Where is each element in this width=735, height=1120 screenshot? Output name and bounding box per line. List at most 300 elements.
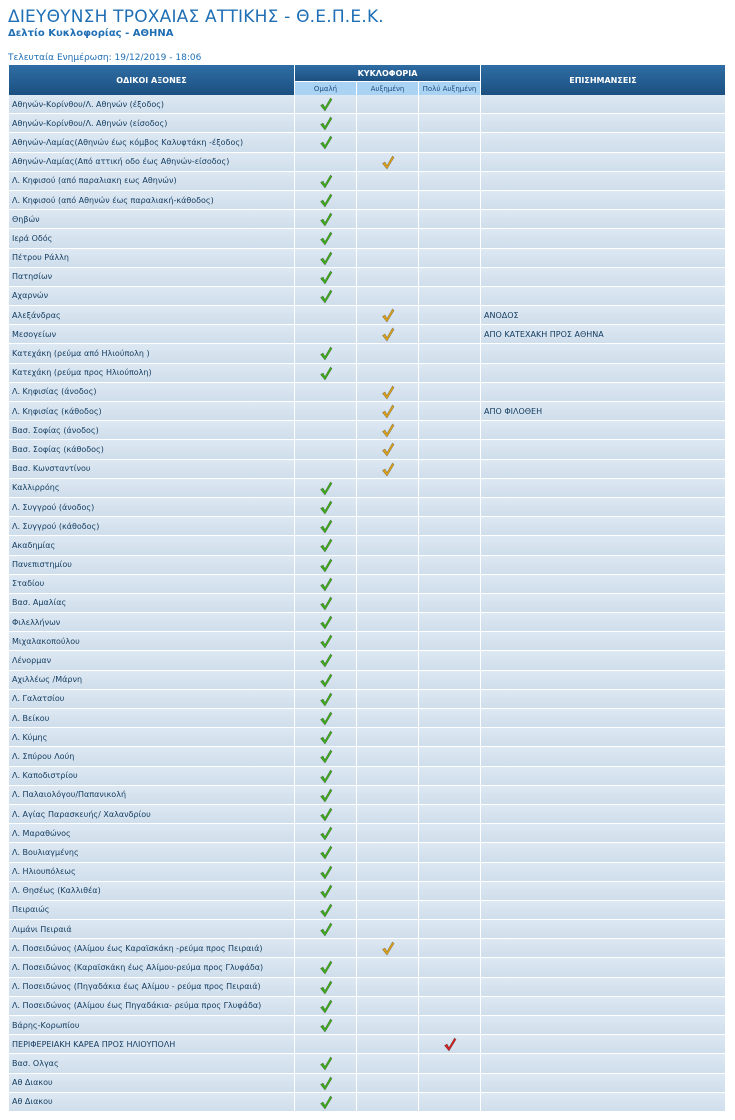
road-name: Βασ. Ολγας (9, 1054, 295, 1073)
table-row (9, 421, 726, 440)
table-row (9, 249, 726, 268)
status-cell (295, 536, 357, 555)
status-cell (419, 133, 481, 152)
road-name: Λ. Συγγρού (κάθοδος) (9, 517, 295, 536)
table-row (9, 114, 726, 133)
status-cell (295, 421, 357, 440)
status-cell (295, 498, 357, 517)
status-cell (419, 1074, 481, 1093)
table-row (9, 613, 726, 632)
road-name: Λ. Βείκου (9, 709, 295, 728)
checkmark-icon (319, 231, 333, 246)
table-row (9, 1093, 726, 1112)
table-row (9, 632, 726, 651)
road-name: Κατεχάκη (ρεύμα από Ηλιούπολη ) (9, 344, 295, 363)
note-cell (481, 1054, 726, 1073)
road-name: Πέτρου Ράλλη (9, 249, 295, 268)
road-name: Λ. Σπύρου Λούη (9, 747, 295, 766)
status-cell (419, 344, 481, 363)
checkmark-icon (319, 1076, 333, 1091)
road-name: Αθηνών-Κορίνθου/Λ. Αθηνών (είσοδος) (9, 114, 295, 133)
status-cell (357, 402, 419, 421)
checkmark-icon (319, 97, 333, 112)
status-cell (419, 383, 481, 402)
road-name: Λ. Ποσειδώνος (Αλίμου έως Πηγαδάκια- ρεύμα προς Γλυφάδα) (9, 997, 295, 1016)
status-cell (419, 517, 481, 536)
table-row (9, 172, 726, 191)
table-row (9, 747, 726, 766)
status-cell (295, 1054, 357, 1073)
status-cell (419, 575, 481, 594)
status-cell (357, 882, 419, 901)
road-name: Λ. Κηφισίας (άνοδος) (9, 383, 295, 402)
status-cell (357, 690, 419, 709)
status-cell (295, 997, 357, 1016)
status-cell (357, 901, 419, 920)
checkmark-icon (381, 385, 395, 400)
status-cell (295, 882, 357, 901)
table-row (9, 728, 726, 747)
checkmark-icon (381, 941, 395, 956)
note-cell (481, 153, 726, 172)
status-cell (295, 1074, 357, 1093)
table-row (9, 1074, 726, 1093)
status-cell (295, 709, 357, 728)
checkmark-icon (319, 596, 333, 611)
status-cell (419, 498, 481, 517)
status-cell (357, 210, 419, 229)
checkmark-icon (319, 366, 333, 381)
status-cell (295, 613, 357, 632)
status-cell (295, 767, 357, 786)
road-name: Βάρης-Κορωπίου (9, 1016, 295, 1035)
note-cell (481, 939, 726, 958)
page-header (8, 7, 384, 27)
table-row (9, 786, 726, 805)
status-cell (357, 556, 419, 575)
road-name: Ακαδημίας (9, 536, 295, 555)
status-cell (419, 863, 481, 882)
status-cell (419, 786, 481, 805)
note-cell (481, 536, 726, 555)
status-cell (419, 229, 481, 248)
checkmark-icon (319, 922, 333, 937)
status-cell (419, 805, 481, 824)
checkmark-icon (381, 442, 395, 457)
status-cell (419, 1054, 481, 1073)
status-cell (295, 325, 357, 344)
status-cell (357, 805, 419, 824)
status-cell (295, 364, 357, 383)
status-cell (419, 632, 481, 651)
note-cell (481, 978, 726, 997)
checkmark-icon (319, 826, 333, 841)
status-cell (419, 536, 481, 555)
road-name: Φιλελλήνων (9, 613, 295, 632)
status-cell (419, 364, 481, 383)
checkmark-icon (319, 999, 333, 1014)
last-updated-value: 19/12/2019 - 18:06 (114, 53, 202, 63)
status-cell (419, 172, 481, 191)
status-cell (357, 383, 419, 402)
status-cell (419, 613, 481, 632)
note-cell (481, 767, 726, 786)
table-row (9, 325, 726, 344)
note-cell (481, 479, 726, 498)
checkmark-icon (443, 1037, 457, 1052)
table-row (9, 306, 726, 325)
road-name: ΠΕΡΙΦΕΡΕΙΑΚΗ ΚΑΡΕΑ ΠΡΟΣ ΗΛΙΟΥΠΟΛΗ (9, 1035, 295, 1054)
table-row (9, 939, 726, 958)
note-cell (481, 613, 726, 632)
status-cell (295, 268, 357, 287)
note-cell (481, 747, 726, 766)
table-row (9, 268, 726, 287)
status-cell (357, 843, 419, 862)
checkmark-icon (381, 462, 395, 477)
status-cell (295, 306, 357, 325)
status-cell (357, 95, 419, 114)
status-cell (419, 479, 481, 498)
table-row (9, 958, 726, 977)
road-name: Λ. Κύμης (9, 728, 295, 747)
road-name: Αθηνών-Λαμίας(Από αττική οδο έως Αθηνών-είσοδος) (9, 153, 295, 172)
traffic-table (9, 65, 726, 1112)
status-cell (419, 651, 481, 670)
table-row (9, 901, 726, 920)
status-cell (357, 1016, 419, 1035)
status-cell (419, 997, 481, 1016)
road-name: Κατεχάκη (ρεύμα προς Ηλιούπολη) (9, 364, 295, 383)
road-name: Λ. Ποσειδώνος (Πηγαδάκια έως Αλίμου - ρεύμα προς Πειραιά) (9, 978, 295, 997)
note-cell (481, 958, 726, 977)
status-cell (357, 824, 419, 843)
header-very-increased: Πολύ Αυξημένη (419, 81, 481, 95)
status-cell (419, 978, 481, 997)
note-cell (481, 920, 726, 939)
note-cell (481, 575, 726, 594)
status-cell (357, 498, 419, 517)
header-notes: ΕΠΙΣΗΜΑΝΣΕΙΣ (481, 65, 726, 95)
status-cell (295, 1035, 357, 1054)
note-cell: ΑΝΟΔΟΣ (481, 306, 726, 325)
road-name: Λ. Βουλιαγμένης (9, 843, 295, 862)
status-cell (357, 325, 419, 344)
status-cell (295, 843, 357, 862)
status-cell (357, 747, 419, 766)
status-cell (419, 325, 481, 344)
table-row (9, 95, 726, 114)
status-cell (419, 268, 481, 287)
status-cell (419, 556, 481, 575)
status-cell (419, 440, 481, 459)
checkmark-icon (319, 174, 333, 189)
note-cell (481, 556, 726, 575)
road-name: Λ. Κηφισού (από Αθηνών έως παραλιακή-κάθοδος) (9, 191, 295, 210)
note-cell: ΑΠΟ ΚΑΤΕΧΑΚΗ ΠΡΟΣ ΑΘΗΝΑ (481, 325, 726, 344)
road-name: Σταδίου (9, 575, 295, 594)
road-name: Λ. Θησέως (Καλλιθέα) (9, 882, 295, 901)
status-cell (295, 344, 357, 363)
header-increased: Αυξημένη (357, 81, 419, 95)
status-cell (295, 402, 357, 421)
status-cell (419, 901, 481, 920)
status-cell (357, 728, 419, 747)
last-updated (8, 53, 201, 63)
table-row (9, 690, 726, 709)
status-cell (357, 651, 419, 670)
status-cell (295, 747, 357, 766)
checkmark-icon (319, 1095, 333, 1110)
status-cell (357, 133, 419, 152)
status-cell (419, 249, 481, 268)
road-name: Βασ. Σοφίας (άνοδος) (9, 421, 295, 440)
status-cell (357, 613, 419, 632)
status-cell (357, 575, 419, 594)
status-cell (419, 421, 481, 440)
table-row (9, 1035, 726, 1054)
status-cell (295, 383, 357, 402)
note-cell: ΑΠΟ ΦΙΛΟΘΕΗ (481, 402, 726, 421)
status-cell (295, 1093, 357, 1112)
table-row (9, 287, 726, 306)
checkmark-icon (319, 615, 333, 630)
status-cell (357, 1074, 419, 1093)
note-cell (481, 651, 726, 670)
note-cell (481, 95, 726, 114)
checkmark-icon (319, 481, 333, 496)
note-cell (481, 690, 726, 709)
status-cell (295, 575, 357, 594)
checkmark-icon (319, 960, 333, 975)
road-name: Αθηνών-Λαμίας(Αθηνών έως κόμβος Καλυφτάκη -έξοδος) (9, 133, 295, 152)
checkmark-icon (319, 519, 333, 534)
note-cell (481, 287, 726, 306)
note-cell (481, 421, 726, 440)
status-cell (357, 1054, 419, 1073)
status-cell (419, 920, 481, 939)
road-name: Ιερά Οδός (9, 229, 295, 248)
status-cell (295, 191, 357, 210)
status-cell (295, 133, 357, 152)
road-name: Μεσογείων (9, 325, 295, 344)
road-name: Λ. Ποσειδώνος (Καραϊσκάκη έως Αλίμου-ρεύμα προς Γλυφάδα) (9, 958, 295, 977)
table-row (9, 479, 726, 498)
status-cell (357, 172, 419, 191)
status-cell (419, 594, 481, 613)
status-cell (295, 594, 357, 613)
note-cell (481, 229, 726, 248)
status-cell (419, 306, 481, 325)
note-cell (481, 824, 726, 843)
table-row (9, 671, 726, 690)
status-cell (295, 517, 357, 536)
table-header (9, 65, 726, 85)
note-cell (481, 997, 726, 1016)
road-name: Λιμάνι Πειραιά (9, 920, 295, 939)
status-cell (357, 939, 419, 958)
checkmark-icon (319, 1018, 333, 1033)
status-cell (357, 767, 419, 786)
table-row (9, 978, 726, 997)
table-row (9, 997, 726, 1016)
status-cell (357, 671, 419, 690)
table-row (9, 229, 726, 248)
status-cell (419, 1016, 481, 1035)
table-subheader (9, 81, 726, 95)
table-row (9, 805, 726, 824)
status-cell (295, 786, 357, 805)
page-title: ΔΙΕΥΘΥΝΣΗ ΤΡΟΧΑΙΑΣ ΑΤΤΙΚΗΣ - Θ.Ε.Π.Ε.Κ. (8, 7, 384, 27)
note-cell (481, 1093, 726, 1112)
status-cell (419, 287, 481, 306)
table-row (9, 210, 726, 229)
status-cell (419, 824, 481, 843)
table-row (9, 575, 726, 594)
note-cell (481, 843, 726, 862)
note-cell (481, 786, 726, 805)
status-cell (295, 229, 357, 248)
checkmark-icon (319, 980, 333, 995)
status-cell (357, 1035, 419, 1054)
status-cell (357, 1093, 419, 1112)
status-cell (295, 671, 357, 690)
status-cell (295, 901, 357, 920)
status-cell (295, 556, 357, 575)
status-cell (419, 747, 481, 766)
status-cell (419, 191, 481, 210)
checkmark-icon (319, 251, 333, 266)
table-row (9, 191, 726, 210)
road-name: Λ. Κηφισίας (κάθοδος) (9, 402, 295, 421)
status-cell (419, 153, 481, 172)
note-cell (481, 268, 726, 287)
table-row (9, 536, 726, 555)
status-cell (295, 172, 357, 191)
checkmark-icon (319, 692, 333, 707)
checkmark-icon (319, 730, 333, 745)
road-name: Αθηνών-Κορίνθου/Λ. Αθηνών (έξοδος) (9, 95, 295, 114)
table-row (9, 133, 726, 152)
checkmark-icon (319, 749, 333, 764)
status-cell (357, 479, 419, 498)
status-cell (419, 1093, 481, 1112)
status-cell (419, 114, 481, 133)
status-cell (295, 153, 357, 172)
status-cell (419, 843, 481, 862)
checkmark-icon (319, 769, 333, 784)
road-name: Καλλιρρόης (9, 479, 295, 498)
status-cell (357, 364, 419, 383)
status-cell (295, 978, 357, 997)
status-cell (419, 939, 481, 958)
road-name: Βασ. Σοφίας (κάθοδος) (9, 440, 295, 459)
status-cell (419, 95, 481, 114)
note-cell (481, 114, 726, 133)
note-cell (481, 191, 726, 210)
status-cell (357, 287, 419, 306)
status-cell (419, 402, 481, 421)
checkmark-icon (381, 404, 395, 419)
status-cell (357, 920, 419, 939)
checkmark-icon (319, 788, 333, 803)
road-name: Πειραιώς (9, 901, 295, 920)
status-cell (295, 805, 357, 824)
note-cell (481, 498, 726, 517)
status-cell (419, 728, 481, 747)
status-cell (295, 440, 357, 459)
last-updated-label: Τελευταία Ενημέρωση: (8, 53, 112, 63)
status-cell (357, 536, 419, 555)
checkmark-icon (319, 845, 333, 860)
status-cell (419, 1035, 481, 1054)
note-cell (481, 364, 726, 383)
status-cell (357, 229, 419, 248)
status-cell (295, 863, 357, 882)
road-name: Λένορμαν (9, 651, 295, 670)
header-normal: Ομαλή (295, 81, 357, 95)
road-name: Αχαρνών (9, 287, 295, 306)
note-cell (481, 249, 726, 268)
status-cell (419, 767, 481, 786)
status-cell (295, 287, 357, 306)
note-cell (481, 728, 726, 747)
status-cell (419, 690, 481, 709)
road-name: Αλεξάνδρας (9, 306, 295, 325)
checkmark-icon (319, 903, 333, 918)
checkmark-icon (319, 673, 333, 688)
status-cell (357, 517, 419, 536)
table-row (9, 843, 726, 862)
note-cell (481, 383, 726, 402)
status-cell (295, 249, 357, 268)
checkmark-icon (319, 884, 333, 899)
checkmark-icon (319, 865, 333, 880)
checkmark-icon (319, 289, 333, 304)
status-cell (419, 958, 481, 977)
road-name: Αθ Διακου (9, 1074, 295, 1093)
status-cell (419, 460, 481, 479)
note-cell (481, 901, 726, 920)
road-name: Λ. Αγίας Παρασκευής/ Χαλανδρίου (9, 805, 295, 824)
table-row (9, 651, 726, 670)
note-cell (481, 805, 726, 824)
status-cell (357, 421, 419, 440)
note-cell (481, 1035, 726, 1054)
note-cell (481, 671, 726, 690)
status-cell (357, 594, 419, 613)
page-subtitle: Δελτίο Κυκλοφορίας - ΑΘΗΝΑ (8, 28, 174, 39)
status-cell (295, 114, 357, 133)
status-cell (357, 153, 419, 172)
table-row (9, 767, 726, 786)
note-cell (481, 344, 726, 363)
note-cell (481, 172, 726, 191)
table-body (9, 95, 726, 1112)
checkmark-icon (319, 558, 333, 573)
status-cell (419, 709, 481, 728)
table-row (9, 440, 726, 459)
road-name: Πανεπιστημίου (9, 556, 295, 575)
checkmark-icon (319, 653, 333, 668)
status-cell (357, 306, 419, 325)
table-row (9, 1054, 726, 1073)
table-row (9, 1016, 726, 1035)
checkmark-icon (319, 807, 333, 822)
checkmark-icon (319, 116, 333, 131)
table-row (9, 594, 726, 613)
checkmark-icon (319, 212, 333, 227)
